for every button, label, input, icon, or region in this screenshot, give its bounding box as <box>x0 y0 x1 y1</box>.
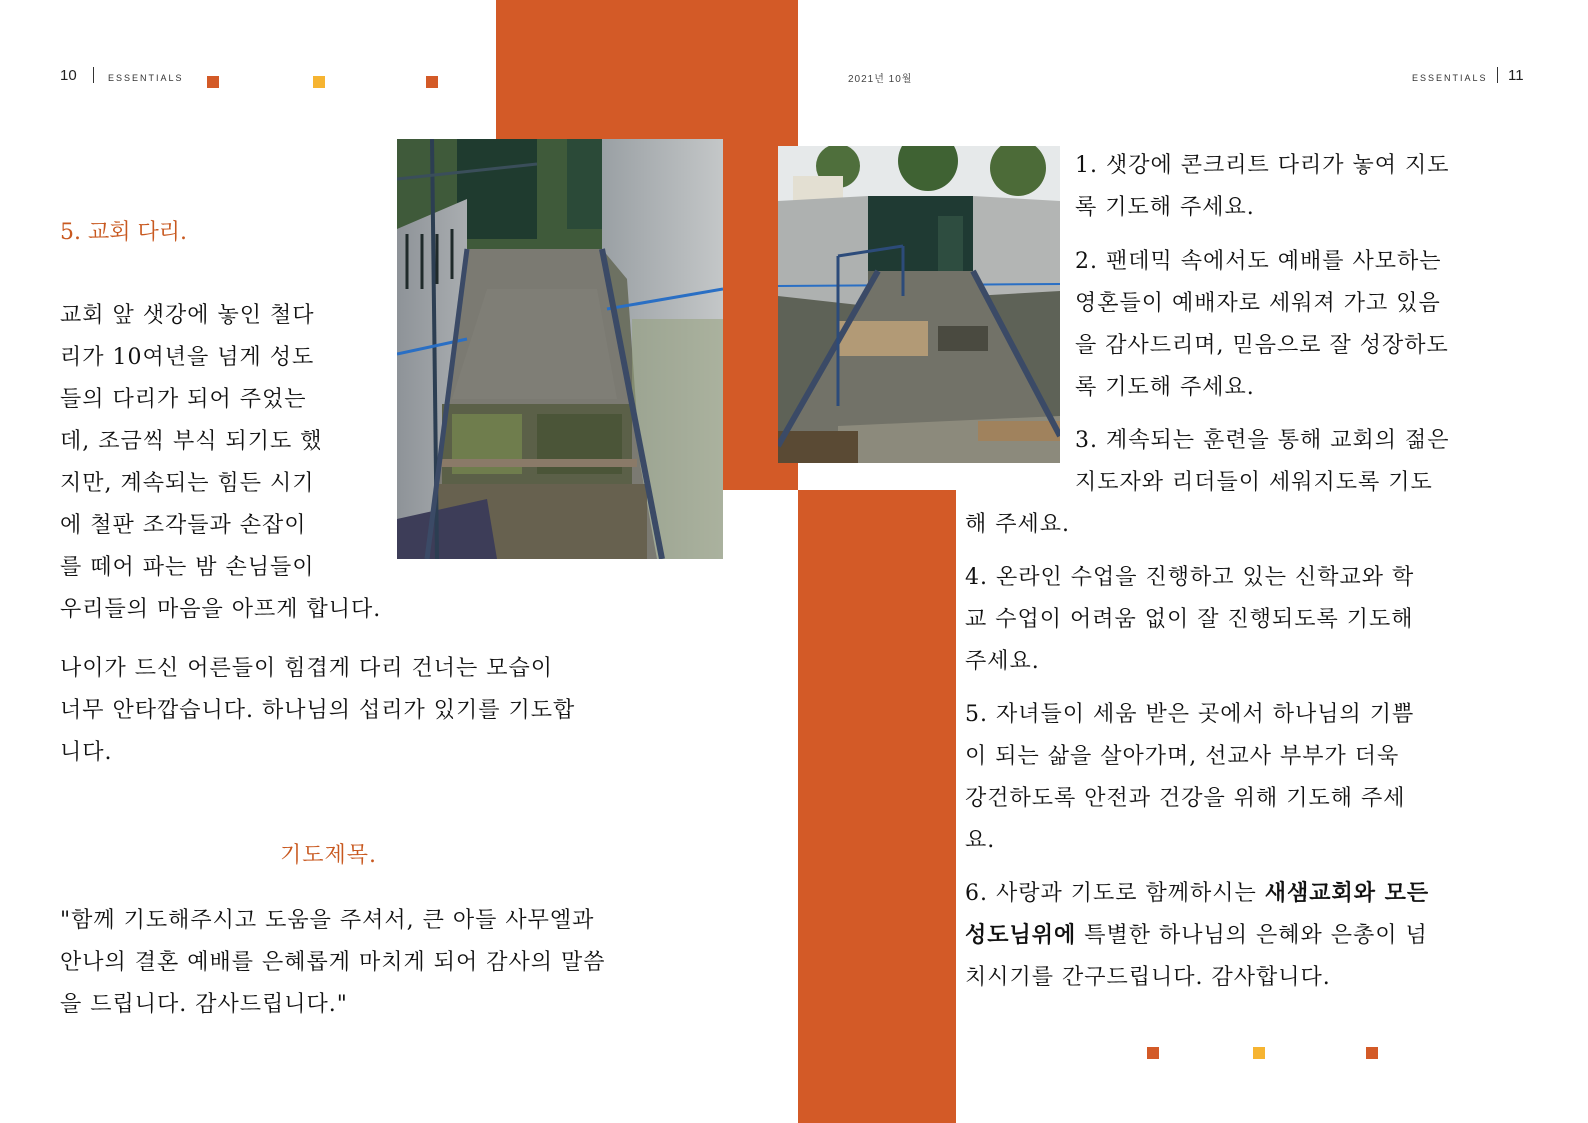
prayer-item-3 <box>965 420 1450 546</box>
text-line: 록 기도해 주세요. <box>1075 375 1255 400</box>
text-line <box>965 873 1429 915</box>
decor-square <box>426 76 438 88</box>
decor-square <box>1147 1047 1159 1059</box>
text-line: 해 주세요. <box>965 512 1070 537</box>
bridge-photo-closeup <box>397 139 723 559</box>
text-line <box>965 915 1429 957</box>
members-emphasis: 성도님위에 <box>965 923 1077 948</box>
text-line: 록 기도해 주세요. <box>1075 195 1255 220</box>
prayer-item-5 <box>965 694 1414 862</box>
prayer-item-4 <box>965 557 1414 683</box>
text-line: 교회 앞 샛강에 놓인 철다 <box>60 303 315 328</box>
bridge-concern-paragraph <box>60 648 575 774</box>
text-line: 를 떼어 파는 밤 손님들이 <box>60 555 315 580</box>
text-line: 치시기를 간구드립니다. 감사합니다. <box>965 965 1331 990</box>
text-line: 너무 안타깝습니다. 하나님의 섭리가 있기를 기도합 <box>60 698 576 723</box>
prayer-subheading: 기도제목. <box>280 843 378 868</box>
right-header-divider <box>1497 67 1498 83</box>
decor-square <box>1366 1047 1378 1059</box>
text-line: 을 감사드리며, 믿음으로 잘 성장하도 <box>1075 333 1449 358</box>
decor-square <box>313 76 325 88</box>
church-name-emphasis: 새샘교회와 모든 <box>1264 881 1430 906</box>
text-line: 영혼들이 예배자로 세워져 가고 있음 <box>1075 291 1441 316</box>
text-line: 우리들의 마음을 아프게 합니다. <box>60 597 382 622</box>
text-line: 을 드립니다. 감사드립니다." <box>60 992 348 1017</box>
thanks-quote <box>60 900 606 1026</box>
text-line: 안나의 결혼 예배를 은혜롭게 마치게 되어 감사의 말씀 <box>60 950 606 975</box>
text-line: 니다. <box>60 740 113 765</box>
text-line: 요. <box>965 828 996 853</box>
text-line: 나이가 드신 어른들이 힘겹게 다리 건너는 모습이 <box>60 656 554 681</box>
left-page-number: 10 <box>60 67 77 84</box>
text-span: 6. 사랑과 기도로 함께하시는 <box>965 881 1265 906</box>
text-line: 리가 10여년을 넘게 성도 <box>60 345 315 370</box>
left-header-label: ESSENTIALS <box>108 73 184 83</box>
text-line: 이 되는 삶을 살아가며, 선교사 부부가 더욱 <box>965 744 1400 769</box>
decor-square <box>1253 1047 1265 1059</box>
prayer-item-6 <box>965 873 1429 999</box>
text-line: 3. 계속되는 훈련을 통해 교회의 젊은 <box>1075 428 1450 453</box>
text-span: 특별한 하나님의 은혜와 은총이 넘 <box>1076 923 1428 948</box>
text-line: "함께 기도해주시고 도움을 주셔서, 큰 아들 사무엘과 <box>60 908 595 933</box>
text-line: 에 철판 조각들과 손잡이 <box>60 513 307 538</box>
issue-date: 2021년 10월 <box>848 74 913 85</box>
text-line: 주세요. <box>965 649 1040 674</box>
text-line: 강건하도록 안전과 건강을 위해 기도해 주세 <box>965 786 1406 811</box>
text-line: 데, 조금씩 부식 되기도 했 <box>60 429 323 454</box>
prayer-item-1 <box>1075 145 1450 229</box>
text-line: 들의 다리가 되어 주었는 <box>60 387 307 412</box>
text-line: 교 수업이 어려움 없이 잘 진행되도록 기도해 <box>965 607 1414 632</box>
text-line: 5. 자녀들이 세움 받은 곳에서 하나님의 기쁨 <box>965 702 1415 727</box>
bridge-story-paragraph <box>60 295 381 631</box>
text-line: 2. 팬데믹 속에서도 예배를 사모하는 <box>1075 249 1442 274</box>
text-line: 지도자와 리더들이 세워지도록 기도 <box>1075 470 1433 495</box>
prayer-item-2 <box>1075 241 1449 409</box>
text-line: 지만, 계속되는 힘든 시기 <box>60 471 315 496</box>
text-line: 4. 온라인 수업을 진행하고 있는 신학교와 학 <box>965 565 1415 590</box>
decor-square <box>207 76 219 88</box>
left-header-divider <box>93 67 94 83</box>
bridge-photo-overview <box>778 146 1060 463</box>
right-page-number: 11 <box>1508 67 1524 84</box>
section-title: 5. 교회 다리. <box>60 220 187 245</box>
decor-band-bottom <box>798 490 956 1123</box>
text-line: 1. 샛강에 콘크리트 다리가 놓여 지도 <box>1075 153 1450 178</box>
right-header-label: ESSENTIALS <box>1412 73 1488 83</box>
